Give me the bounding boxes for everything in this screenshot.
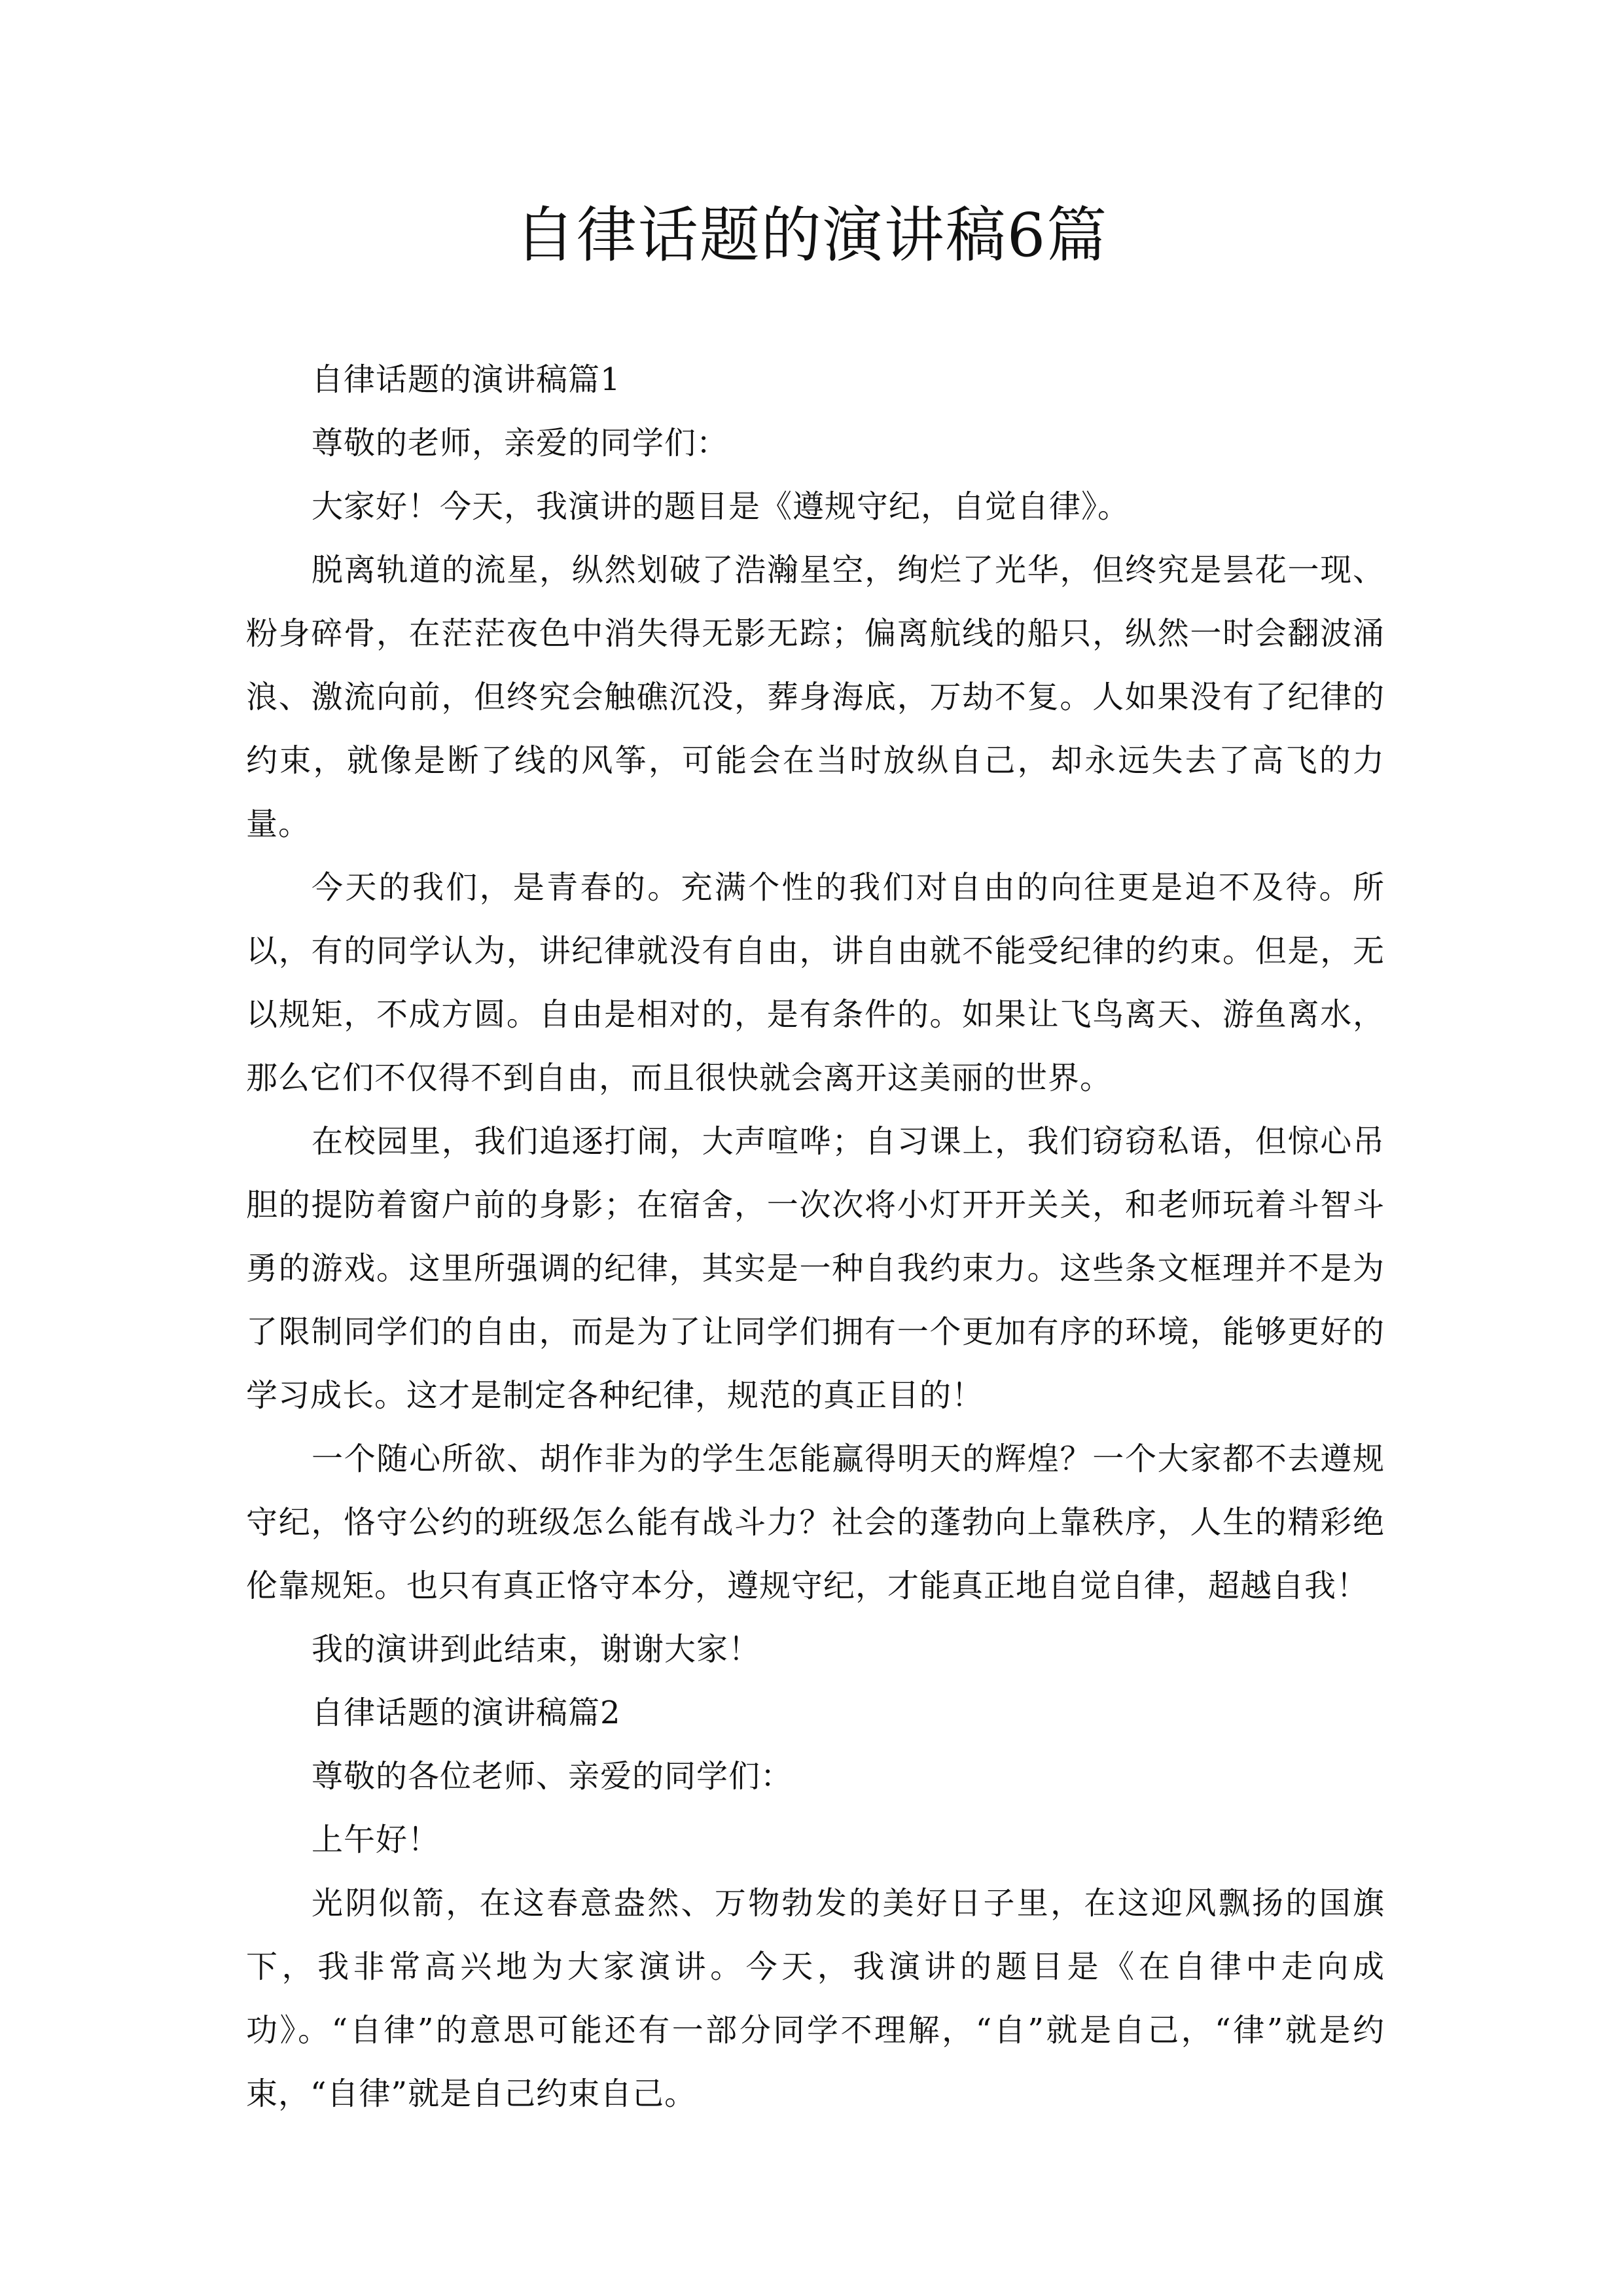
body-paragraph: 一个随心所欲、胡作非为的学生怎能赢得明天的辉煌？一个大家都不去遵规守纪，恪守公约的班级怎么能有战斗力？社会的蓬勃向上靠秩序，人生的精彩绝伦靠规矩。也只有真正恪守本分，遵规守纪，才能真正地自觉自律，超越自我！ bbox=[246, 1441, 1385, 1604]
greeting: 上午好！ bbox=[312, 1821, 440, 1858]
salutation: 尊敬的各位老师、亲爱的同学们： bbox=[312, 1758, 793, 1795]
section-heading: 自律话题的演讲稿篇1 bbox=[312, 361, 621, 398]
body-paragraph: 在校园里，我们追逐打闹，大声喧哗；自习课上，我们窃窃私语，但惊心吊胆的提防着窗户前的身影；在宿舍，一次次将小灯开开关关，和老师玩着斗智斗勇的游戏。这里所强调的纪律，其实是一种自我约束力。这些条文框理并不是为了限制同学们的自由，而是为了让同学们拥有一个更加有序的环境，能够更好的学习成长。这才是制定各种纪律，规范的真正目的！ bbox=[246, 1123, 1385, 1414]
closing-line: 我的演讲到此结束，谢谢大家！ bbox=[312, 1631, 761, 1668]
salutation: 尊敬的老师，亲爱的同学们： bbox=[312, 425, 729, 461]
document-title: 自律话题的演讲稿6篇 bbox=[514, 200, 1109, 270]
body-paragraph: 光阴似箭，在这春意盎然、万物勃发的美好日子里，在这迎风飘扬的国旗下，我非常高兴地为大家演讲。今天，我演讲的题目是《在自律中走向成功》。“自律”的意思可能还有一部分同学不理解，“自”就是自己，“律”就是约束，“自律”就是自己约束自己。 bbox=[246, 1885, 1385, 2112]
body-paragraph: 脱离轨道的流星，纵然划破了浩瀚星空，绚烂了光华，但终究是昙花一现、粉身碎骨，在茫茫夜色中消失得无影无踪；偏离航线的船只，纵然一时会翻波涌浪、激流向前，但终究会触礁沉没，葬身海底，万劫不复。人如果没有了纪律的约束，就像是断了线的风筝，可能会在当时放纵自己，却永远失去了高飞的力量。 bbox=[246, 552, 1385, 842]
body-paragraph: 今天的我们，是青春的。充满个性的我们对自由的向往更是迫不及待。所以，有的同学认为，讲纪律就没有自由，讲自由就不能受纪律的约束。但是，无以规矩，不成方圆。自由是相对的，是有条件的。如果让飞鸟离天、游鱼离水，那么它们不仅得不到自由，而且很快就会离开这美丽的世界。 bbox=[246, 869, 1385, 1096]
section-heading: 自律话题的演讲稿篇2 bbox=[312, 1695, 621, 1731]
greeting: 大家好！今天，我演讲的题目是《遵规守纪，自觉自律》。 bbox=[312, 488, 1130, 525]
document-body bbox=[246, 348, 1385, 2126]
